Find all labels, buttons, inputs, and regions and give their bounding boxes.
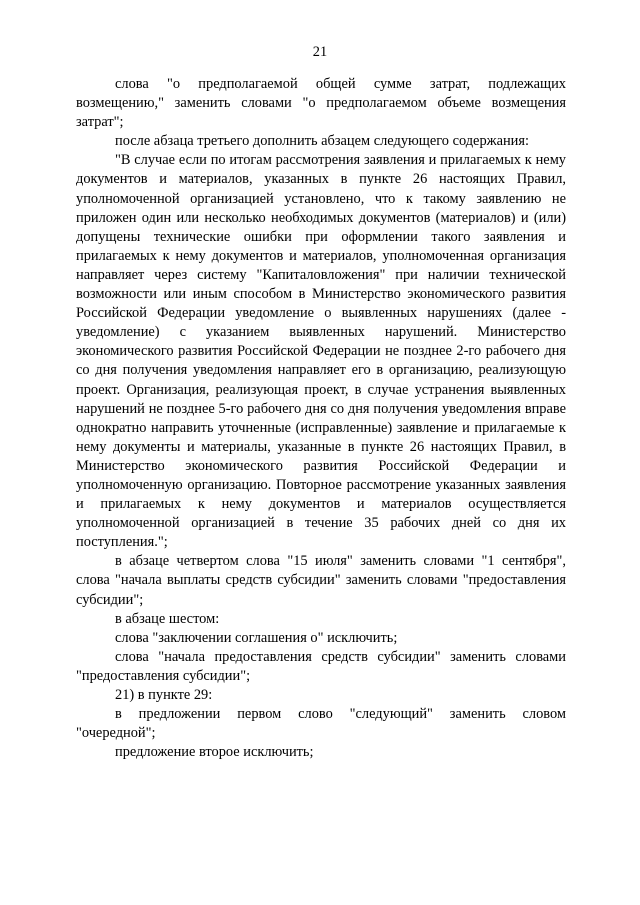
paragraph: 21) в пункте 29:	[115, 687, 213, 703]
paragraph: "В случае если по итогам рассмотрения заявления и прилагаемых к нему документов и материалов, указанных в пункте 26 настоящих Правил, уполномоченной организацией установлено, что к такому заявлению не приложен один или несколько необходимых документов (материалов) и (или) допущены технические ошибки при оформлении такого заявления и прилагаемых к нему документов и материалов, уполномоченная организация направляет через систему "Капиталовложения" при наличии технической возможности или иным способом в Министерство экономического развития Российской Федерации уведомление о выявленных нарушениях (далее - уведомление) с указанием выявленных нарушений. Министерство экономического развития Российской Федерации не позднее 2-го рабочего дня со дня получения уведомления направляет его в организацию, реализующую проект. Организация, реализующая проект, в случае устранения выявленных нарушений не позднее 5-го рабочего дня со дня получения уведомления вправе однократно направить уточненные (исправленные) заявление и прилагаемые к нему документы и материалы, указанные в пункте 26 настоящих Правил, в Министерство экономического развития Российской Федерации и уполномоченную организацию. Повторное рассмотрение указанных заявления и прилагаемых к нему документов и материалов осуществляется уполномоченной организацией в течение 35 рабочих дней со дня их поступления.";	[76, 152, 566, 551]
paragraph: слова "о предполагаемой общей сумме затрат, подлежащих возмещению," заменить словами "о предполагаемом объеме возмещения затрат";	[76, 76, 566, 131]
paragraph: в абзаце шестом:	[115, 610, 220, 627]
paragraph: предложение второе исключить;	[115, 744, 314, 761]
paragraph: в предложении первом слово "следующий" заменить словом "очередной";	[76, 706, 566, 742]
paragraph: после абзаца третьего дополнить абзацем следующего содержания:	[115, 133, 529, 150]
page-number: 21	[312, 44, 328, 60]
paragraph: слова "заключении соглашения о" исключить;	[115, 629, 398, 646]
paragraph: в абзаце четвертом слова "15 июля" заменить словами "1 сентября", слова "начала выплаты средств субсидии" заменить словами "предоставления субсидии";	[76, 553, 566, 608]
document-body	[76, 75, 566, 762]
paragraph: слова "начала предоставления средств субсидии" заменить словами "предоставления субсидии";	[76, 648, 566, 684]
